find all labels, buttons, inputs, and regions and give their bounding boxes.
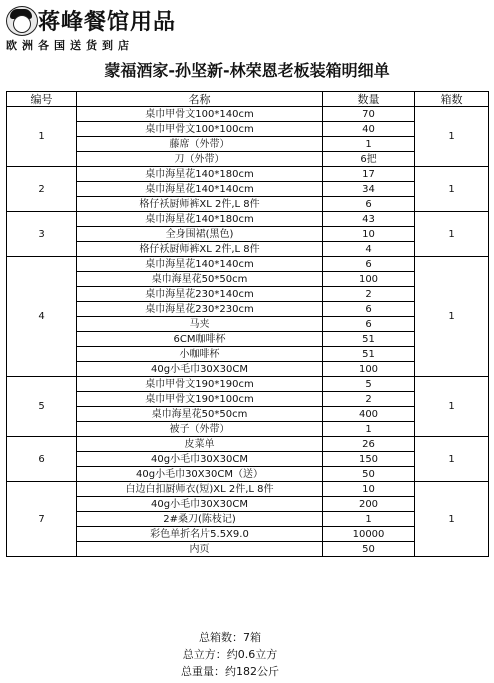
item-name-cell: 藤席（外带） bbox=[77, 137, 323, 152]
item-name-cell: 马夹 bbox=[77, 317, 323, 332]
item-qty-cell: 40 bbox=[323, 122, 415, 137]
group-boxes-cell: 1 bbox=[415, 107, 489, 167]
group-boxes-cell: 1 bbox=[415, 257, 489, 377]
item-qty-cell: 400 bbox=[323, 407, 415, 422]
table-row bbox=[7, 212, 489, 227]
item-qty-cell: 70 bbox=[323, 107, 415, 122]
group-boxes-cell: 1 bbox=[415, 482, 489, 557]
item-qty-cell: 51 bbox=[323, 347, 415, 362]
item-qty-cell: 26 bbox=[323, 437, 415, 452]
item-qty-cell: 100 bbox=[323, 362, 415, 377]
item-name-cell: 桌巾甲骨文190*190cm bbox=[77, 377, 323, 392]
item-name-cell: 全身围裙(黑色) bbox=[77, 227, 323, 242]
document-title: 蒙福酒家-孙坚新-林荣恩老板装箱明细单 bbox=[104, 61, 390, 80]
item-qty-cell: 10 bbox=[323, 227, 415, 242]
item-name-cell: 桌巾海星花230*230cm bbox=[77, 302, 323, 317]
item-name-cell: 40g小毛巾30X30CM bbox=[77, 497, 323, 512]
item-name-cell: 桌巾海星花50*50cm bbox=[77, 407, 323, 422]
table-row bbox=[7, 482, 489, 497]
item-qty-cell: 1 bbox=[323, 137, 415, 152]
item-name-cell: 格仔袄厨师裤XL 2件,L 8件 bbox=[77, 242, 323, 257]
item-qty-cell: 6 bbox=[323, 302, 415, 317]
table-header-row bbox=[7, 92, 489, 107]
item-qty-cell: 10 bbox=[323, 482, 415, 497]
item-qty-cell: 6 bbox=[323, 197, 415, 212]
header-name: 名称 bbox=[77, 92, 323, 107]
item-name-cell: 桌巾甲骨文190*100cm bbox=[77, 392, 323, 407]
item-name-cell: 桌巾甲骨文100*100cm bbox=[77, 122, 323, 137]
item-qty-cell: 50 bbox=[323, 542, 415, 557]
table-row bbox=[7, 107, 489, 122]
item-qty-cell: 6 bbox=[323, 317, 415, 332]
item-qty-cell: 43 bbox=[323, 212, 415, 227]
item-name-cell: 40g小毛巾30X30CM bbox=[77, 362, 323, 377]
item-name-cell: 40g小毛巾30X30CM bbox=[77, 452, 323, 467]
item-name-cell: 桌巾海星花140*180cm bbox=[77, 167, 323, 182]
logo-tagline: 欧洲各国送货到店 bbox=[6, 39, 134, 52]
item-name-cell: 皮菜单 bbox=[77, 437, 323, 452]
item-name-cell: 6CM咖啡杯 bbox=[77, 332, 323, 347]
table-row bbox=[7, 437, 489, 452]
chef-avatar-icon bbox=[6, 6, 38, 36]
summary-total-boxes: 总箱数：7箱 bbox=[199, 631, 261, 644]
item-qty-cell: 1 bbox=[323, 512, 415, 527]
item-qty-cell: 34 bbox=[323, 182, 415, 197]
item-qty-cell: 6 bbox=[323, 257, 415, 272]
table-row bbox=[7, 377, 489, 392]
store-logo bbox=[4, 4, 194, 54]
item-qty-cell: 1 bbox=[323, 422, 415, 437]
logo-brand-name: 蒋峰餐馆用品 bbox=[38, 9, 177, 35]
item-name-cell: 小咖啡杯 bbox=[77, 347, 323, 362]
group-boxes-cell: 1 bbox=[415, 167, 489, 212]
item-qty-cell: 50 bbox=[323, 467, 415, 482]
item-name-cell: 格仔袄厨师裤XL 2件,L 8件 bbox=[77, 197, 323, 212]
item-name-cell: 桌巾海星花50*50cm bbox=[77, 272, 323, 287]
item-qty-cell: 17 bbox=[323, 167, 415, 182]
item-qty-cell: 51 bbox=[323, 332, 415, 347]
item-name-cell: 内页 bbox=[77, 542, 323, 557]
item-name-cell: 桌巾海星花230*140cm bbox=[77, 287, 323, 302]
group-number-cell: 4 bbox=[7, 257, 77, 377]
item-name-cell: 桌巾甲骨文100*140cm bbox=[77, 107, 323, 122]
group-number-cell: 6 bbox=[7, 437, 77, 482]
item-name-cell: 彩色单折名片5.5X9.0 bbox=[77, 527, 323, 542]
item-name-cell: 桌巾海星花140*180cm bbox=[77, 212, 323, 227]
summary-total-weight: 总重量：约182公斤 bbox=[181, 665, 279, 678]
item-name-cell: 桌巾海星花140*140cm bbox=[77, 257, 323, 272]
item-name-cell: 刀（外带） bbox=[77, 152, 323, 167]
item-name-cell: 2#桑刀(陈枝记) bbox=[77, 512, 323, 527]
item-qty-cell: 150 bbox=[323, 452, 415, 467]
group-number-cell: 2 bbox=[7, 167, 77, 212]
item-qty-cell: 10000 bbox=[323, 527, 415, 542]
group-number-cell: 3 bbox=[7, 212, 77, 257]
group-boxes-cell: 1 bbox=[415, 377, 489, 437]
header-no: 编号 bbox=[7, 92, 77, 107]
item-qty-cell: 5 bbox=[323, 377, 415, 392]
item-qty-cell: 4 bbox=[323, 242, 415, 257]
item-qty-cell: 100 bbox=[323, 272, 415, 287]
table-row bbox=[7, 257, 489, 272]
item-qty-cell: 2 bbox=[323, 392, 415, 407]
item-name-cell: 白边白扣厨师衣(短)XL 2件,L 8件 bbox=[77, 482, 323, 497]
item-qty-cell: 2 bbox=[323, 287, 415, 302]
group-number-cell: 1 bbox=[7, 107, 77, 167]
item-qty-cell: 200 bbox=[323, 497, 415, 512]
group-number-cell: 5 bbox=[7, 377, 77, 437]
summary-total-volume: 总立方：约0.6立方 bbox=[182, 648, 278, 661]
packing-list-table bbox=[6, 91, 489, 557]
item-name-cell: 桌巾海星花140*140cm bbox=[77, 182, 323, 197]
header-qty: 数量 bbox=[323, 92, 415, 107]
item-name-cell: 40g小毛巾30X30CM（送） bbox=[77, 467, 323, 482]
item-qty-cell: 6把 bbox=[323, 152, 415, 167]
group-boxes-cell: 1 bbox=[415, 212, 489, 257]
group-boxes-cell: 1 bbox=[415, 437, 489, 482]
table-row bbox=[7, 167, 489, 182]
group-number-cell: 7 bbox=[7, 482, 77, 557]
item-name-cell: 被子（外带） bbox=[77, 422, 323, 437]
header-boxes: 箱数 bbox=[415, 92, 489, 107]
table-body bbox=[7, 107, 489, 557]
